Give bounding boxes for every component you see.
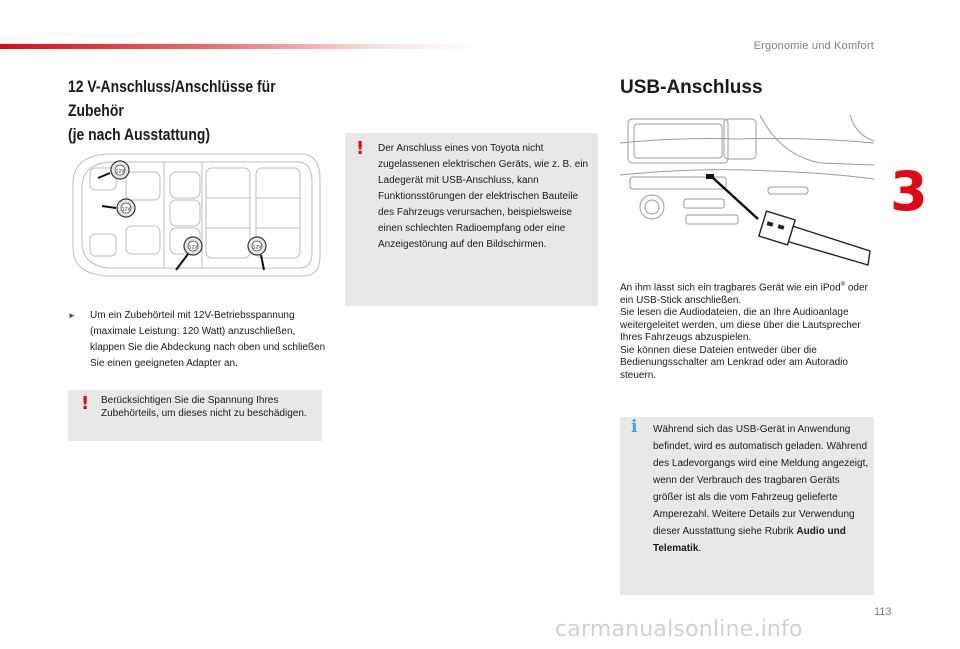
usb-desc-para1 <box>620 279 874 307</box>
step-connect-accessory <box>68 308 326 372</box>
warning-box-voltage <box>68 390 322 441</box>
socket-markers <box>111 161 266 255</box>
usb-plug <box>759 211 870 265</box>
warning-box-toyota <box>345 133 598 306</box>
heading-12v-line1: 12 V-Anschluss/Anschlüsse für Zubehör <box>68 77 276 120</box>
arrow-right-icon: ► <box>68 311 76 320</box>
step-text: Um ein Zubehörteil mit 12V-Betriebsspannung (maximale Leistung: 120 Watt) anzuschließen, klappen Sie die Abdeckung nach oben und schließen Sie einen geeigneten Adapter an. <box>90 310 326 369</box>
watermark: carmanualsonline.info <box>555 617 803 642</box>
section-title: Ergonomie und Komfort <box>753 40 874 52</box>
svg-text:12V: 12V <box>121 207 131 213</box>
exclamation-icon: ! <box>81 393 90 414</box>
van-socket-diagram <box>68 148 323 282</box>
warning-voltage-text: Berücksichtigen Sie die Spannung Ihres Zubehörteils, um dieses nicht zu beschädigen. <box>101 395 307 419</box>
info-box-usb-charging <box>620 417 874 595</box>
heading-usb: USB-Anschluss <box>620 77 763 98</box>
svg-text:12V: 12V <box>188 245 198 251</box>
svg-text:12V: 12V <box>252 245 262 251</box>
heading-12v-socket <box>68 75 306 147</box>
heading-12v-line2: (je nach Ausstattung) <box>68 125 210 144</box>
usb-desc-para3: Sie können diese Dateien entweder über die Bedienungsschalter am Lenkrad oder am Autoradio steuern. <box>620 344 848 381</box>
usb-desc-text-1b: oder ein USB-Stick anschließen. <box>620 282 868 306</box>
header-accent-bar <box>0 44 480 49</box>
usb-port-diagram <box>620 115 874 270</box>
usb-desc-para2: Sie lesen die Audiodateien, die an Ihre Audioanlage weitergeleitet werden, um diese über die Lautsprecher Ihres Fahrzeugs abzuspielen. <box>620 307 861 344</box>
svg-text:12V: 12V <box>115 169 125 175</box>
info-usb-main: Während sich das USB-Gerät in Anwendung befindet, wird es automatisch geladen. Während des Ladevorgangs wird eine Meldung angezeigt, wenn der Verbrauch des tragbaren Geräts größer ist als die vom Fahrzeug gelieferte Amperezahl. Weitere Details zur Verwendung dieser Ausstattung siehe Rubrik <box>653 424 869 537</box>
usb-desc-text-1a: An ihm lässt sich ein tragbares Gerät wie ein iPod <box>620 282 841 294</box>
info-usb-bold-link: Audio und Telematik <box>653 526 846 554</box>
page-number: 113 <box>874 606 892 618</box>
info-usb-end: . <box>698 543 702 554</box>
usb-description <box>620 279 874 382</box>
chapter-number: 3 <box>890 160 928 223</box>
registered-mark: ® <box>840 282 846 288</box>
info-icon: i <box>631 417 638 437</box>
warning-toyota-text: Der Anschluss eines von Toyota nicht zugelassenen elektrischen Geräts, wie z. B. ein Ladegerät mit USB-Anschluss, kann Funktionsstörungen der elektrischen Bauteile des Fahrzeugs verursachen, beispielsweise einen schlechten Radioempfang oder eine Anzeigestörung auf den Bildschirmen. <box>378 143 589 250</box>
exclamation-icon: ! <box>356 138 365 159</box>
info-usb-text <box>653 421 871 557</box>
